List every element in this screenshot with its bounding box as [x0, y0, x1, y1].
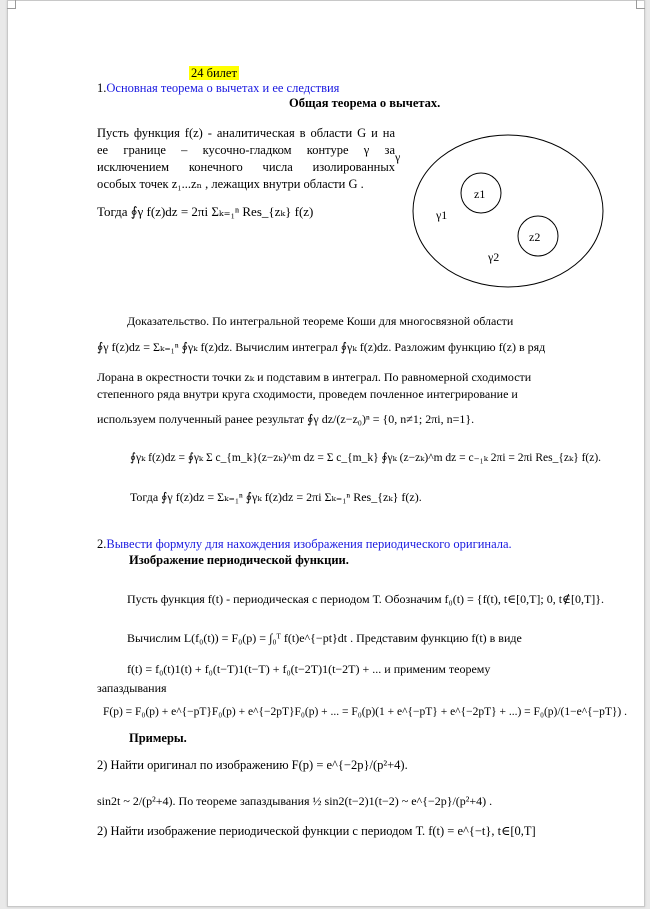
proof-formula-1: ∮γₖ f(z)dz = ∮γₖ Σ c_{m_k}(z−zₖ)^m dz = Σ c_{m_k} ∮γₖ (z−zₖ)^m dz = c₋₁ₖ 2πi = 2πi Res_{zₖ} f(z).	[130, 452, 602, 464]
series-decomposition-cont: запаздывания	[97, 681, 167, 695]
example-2: 2) Найти изображение периодической функции с периодом Т. f(t) = e^{−t}, t∈[0,T]	[97, 824, 536, 838]
section-heading: Общая теорема о вычетах.	[289, 96, 441, 110]
proof-line-5: используем полученный ранее результат ∮γ dz/(z−z₀)ⁿ = {0, n≠1; 2πi, n=1}.	[97, 412, 475, 426]
proof-line-4: степенного ряда внутри круга сходимости, проведем почленное интегрирование и	[97, 387, 518, 401]
theorem-line-4: особых точек z₁...zₙ , лежащих внутри области G .	[97, 177, 364, 191]
theorem-line-1: Пусть функция f(z) - аналитическая в области G и на	[97, 126, 395, 140]
theorem-line-3: исключением конечного числа изолированных	[97, 160, 395, 174]
image-formula: F(p) = F₀(p) + e^{−pT}F₀(p) + e^{−2pT}F₀(p) + ... = F₀(p)(1 + e^{−pT} + e^{−2pT} + ...) = F₀(p)/(1−e^{−pT}) .	[103, 706, 627, 718]
question-1-title: 1.Основная теорема о вычетах и ее следствия	[97, 81, 340, 95]
proof-line-2: ∮γ f(z)dz = Σₖ₌₁ⁿ ∮γₖ f(z)dz. Вычислим интеграл ∮γₖ f(z)dz. Разложим функцию f(z) в ряд	[97, 340, 546, 354]
section-heading-2: Изображение периодической функции.	[129, 553, 349, 567]
proof-line-1: Доказательство. По интегральной теореме Коши для многосвязной области	[127, 314, 514, 328]
corner-mark	[636, 0, 645, 9]
gamma-label: γ	[395, 150, 401, 164]
document-page	[7, 0, 645, 907]
z1-label: z1	[474, 187, 486, 201]
examples-heading: Примеры.	[129, 731, 187, 745]
proof-formula-2: Тогда ∮γ f(z)dz = Σₖ₌₁ⁿ ∮γₖ f(z)dz = 2πi Σₖ₌₁ⁿ Res_{zₖ} f(z).	[130, 490, 422, 504]
ticket-label: 24 билет	[191, 66, 237, 80]
theorem-formula: Тогда ∮γ f(z)dz = 2πi Σₖ₌₁ⁿ Res_{zₖ} f(z)	[97, 204, 314, 219]
z2-label: z2	[529, 230, 541, 244]
example-1: 2) Найти оригинал по изображению F(p) = e^{−2p}/(p²+4).	[97, 758, 408, 772]
series-decomposition: f(t) = f₀(t)1(t) + f₀(t−T)1(t−T) + f₀(t−2T)1(t−2T) + ... и применим теорему	[127, 662, 491, 676]
example-1-solution: sin2t ~ 2/(p²+4). По теореме запаздывания ½ sin2(t−2)1(t−2) ~ e^{−2p}/(p²+4) .	[97, 794, 493, 808]
contour-diagram	[395, 131, 608, 291]
corner-mark	[7, 0, 16, 9]
theorem-line-2: ее границе – кусочно-гладком контуре γ за	[97, 143, 395, 157]
gamma2-label: γ2	[488, 250, 500, 264]
gamma1-label: γ1	[436, 208, 448, 222]
periodic-def: Пусть функция f(t) - периодическая с периодом Т. Обозначим f₀(t) = {f(t), t∈[0,T]; 0, t∉[0,T]}.	[127, 592, 605, 606]
question-2-title: 2.Вывести формулу для нахождения изображения периодического оригинала.	[97, 537, 512, 551]
proof-line-3: Лорана в окрестности точки zₖ и подставим в интеграл. По равномерной сходимости	[97, 370, 532, 384]
laplace-f0: Вычислим L(f₀(t)) = F₀(p) = ∫₀ᵀ f(t)e^{−pt}dt . Представим функцию f(t) в виде	[127, 631, 522, 645]
